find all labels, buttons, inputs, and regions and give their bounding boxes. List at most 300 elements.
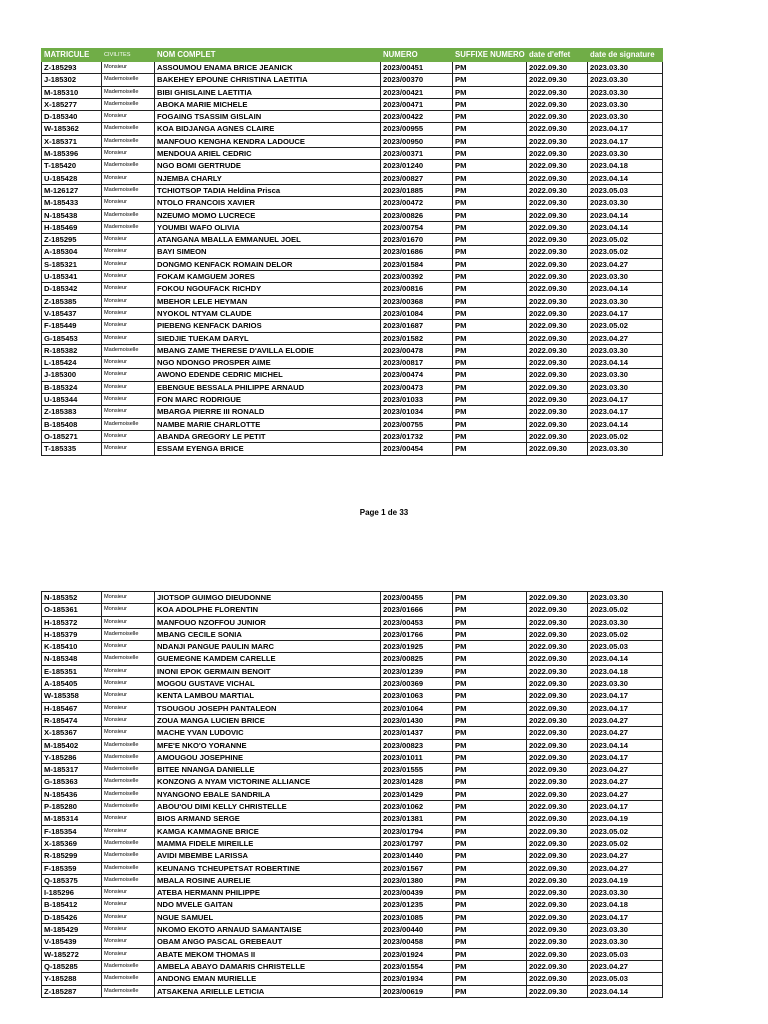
cell-suffixe: PM [453, 776, 527, 788]
cell-matricule: M-185317 [42, 764, 102, 776]
cell-date-effet: 2022.09.30 [527, 406, 588, 418]
cell-civilite: Monsieur [102, 616, 155, 628]
cell-suffixe: PM [453, 714, 527, 726]
cell-suffixe: PM [453, 209, 527, 221]
cell-nom-complet: ATSAKENA ARIELLE LETICIA [155, 985, 381, 997]
cell-matricule: D-185340 [42, 111, 102, 123]
cell-matricule: R-185382 [42, 344, 102, 356]
cell-suffixe: PM [453, 924, 527, 936]
cell-nom-complet: MBANG ZAME THERESE D'AVILLA ELODIE [155, 344, 381, 356]
cell-suffixe: PM [453, 369, 527, 381]
cell-matricule: L-185424 [42, 357, 102, 369]
cell-matricule: W-185272 [42, 948, 102, 960]
cell-date-signature: 2023.03.30 [588, 936, 663, 948]
cell-date-signature: 2023.04.27 [588, 727, 663, 739]
cell-date-effet: 2022.09.30 [527, 850, 588, 862]
cell-date-signature: 2023.04.14 [588, 985, 663, 997]
cell-numero: 2023/01428 [381, 776, 453, 788]
cell-date-signature: 2023.05.03 [588, 973, 663, 985]
cell-civilite: Monsieur [102, 727, 155, 739]
cell-suffixe: PM [453, 307, 527, 319]
cell-nom-complet: NYOKOL NTYAM CLAUDE [155, 307, 381, 319]
cell-numero: 2023/00826 [381, 209, 453, 221]
cell-matricule: Z-185295 [42, 234, 102, 246]
cell-suffixe: PM [453, 123, 527, 135]
cell-date-signature: 2023.03.30 [588, 197, 663, 209]
table-row [42, 443, 663, 455]
cell-date-signature: 2023.04.17 [588, 702, 663, 714]
cell-date-effet: 2022.09.30 [527, 184, 588, 196]
cell-date-signature: 2023.03.30 [588, 616, 663, 628]
cell-nom-complet: NGO NDONGO PROSPER AIME [155, 357, 381, 369]
cell-matricule: M-185396 [42, 148, 102, 160]
cell-date-effet: 2022.09.30 [527, 98, 588, 110]
cell-date-signature: 2023.03.30 [588, 344, 663, 356]
cell-nom-complet: ATANGANA MBALLA EMMANUEL JOEL [155, 234, 381, 246]
cell-date-effet: 2022.09.30 [527, 332, 588, 344]
cell-matricule: D-185342 [42, 283, 102, 295]
cell-matricule: Q-185375 [42, 874, 102, 886]
cell-nom-complet: OBAM ANGO PASCAL GREBEAUT [155, 936, 381, 948]
cell-numero: 2023/00368 [381, 295, 453, 307]
table-row [42, 751, 663, 763]
cell-date-effet: 2022.09.30 [527, 874, 588, 886]
cell-date-effet: 2022.09.30 [527, 985, 588, 997]
cell-numero: 2023/00825 [381, 653, 453, 665]
cell-numero: 2023/01670 [381, 234, 453, 246]
cell-nom-complet: NTOLO FRANCOIS XAVIER [155, 197, 381, 209]
cell-civilite: Mademoiselle [102, 160, 155, 172]
cell-suffixe: PM [453, 641, 527, 653]
cell-numero: 2023/01062 [381, 801, 453, 813]
cell-suffixe: PM [453, 825, 527, 837]
cell-date-signature: 2023.04.18 [588, 665, 663, 677]
cell-numero: 2023/00440 [381, 924, 453, 936]
cell-date-signature: 2023.04.19 [588, 813, 663, 825]
cell-numero: 2023/00455 [381, 592, 453, 604]
cell-date-signature: 2023.04.14 [588, 172, 663, 184]
cell-nom-complet: MACHE YVAN LUDOVIC [155, 727, 381, 739]
table-row [42, 702, 663, 714]
cell-suffixe: PM [453, 616, 527, 628]
table-row [42, 788, 663, 800]
cell-numero: 2023/01239 [381, 665, 453, 677]
cell-nom-complet: ATEBA HERMANN PHILIPPE [155, 887, 381, 899]
table-row [42, 764, 663, 776]
cell-date-effet: 2022.09.30 [527, 123, 588, 135]
cell-civilite: Monsieur [102, 258, 155, 270]
cell-date-effet: 2022.09.30 [527, 936, 588, 948]
table-row [42, 197, 663, 209]
cell-civilite: Monsieur [102, 357, 155, 369]
cell-date-effet: 2022.09.30 [527, 394, 588, 406]
cell-nom-complet: NYANGONO EBALE SANDRILA [155, 788, 381, 800]
cell-numero: 2023/01797 [381, 837, 453, 849]
cell-suffixe: PM [453, 184, 527, 196]
table-row [42, 307, 663, 319]
table-row [42, 123, 663, 135]
cell-numero: 2023/00827 [381, 172, 453, 184]
cell-date-signature: 2023.04.19 [588, 874, 663, 886]
cell-date-effet: 2022.09.30 [527, 690, 588, 702]
cell-civilite: Monsieur [102, 714, 155, 726]
cell-suffixe: PM [453, 973, 527, 985]
table-row [42, 641, 663, 653]
cell-date-effet: 2022.09.30 [527, 678, 588, 690]
cell-matricule: X-185367 [42, 727, 102, 739]
cell-matricule: V-185439 [42, 936, 102, 948]
cell-nom-complet: MENDOUA ARIEL CEDRIC [155, 148, 381, 160]
cell-civilite: Monsieur [102, 592, 155, 604]
table-row [42, 678, 663, 690]
cell-civilite: Mademoiselle [102, 837, 155, 849]
cell-matricule: J-185300 [42, 369, 102, 381]
cell-numero: 2023/00955 [381, 123, 453, 135]
cell-civilite: Monsieur [102, 283, 155, 295]
table-row [42, 430, 663, 442]
cell-suffixe: PM [453, 628, 527, 640]
header-nom-complet: NOM COMPLET [155, 49, 381, 62]
cell-matricule: R-185299 [42, 850, 102, 862]
cell-civilite: Mademoiselle [102, 874, 155, 886]
cell-suffixe: PM [453, 727, 527, 739]
cell-civilite: Monsieur [102, 430, 155, 442]
cell-date-signature: 2023.05.02 [588, 837, 663, 849]
cell-numero: 2023/00454 [381, 443, 453, 455]
header-civilites: CIVILITES [102, 49, 155, 62]
cell-nom-complet: KENTA LAMBOU MARTIAL [155, 690, 381, 702]
cell-numero: 2023/00458 [381, 936, 453, 948]
cell-matricule: H-185467 [42, 702, 102, 714]
cell-civilite: Mademoiselle [102, 221, 155, 233]
cell-civilite: Monsieur [102, 443, 155, 455]
cell-nom-complet: MBARGA PIERRE III RONALD [155, 406, 381, 418]
cell-matricule: X-185277 [42, 98, 102, 110]
cell-matricule: Y-185288 [42, 973, 102, 985]
cell-suffixe: PM [453, 874, 527, 886]
cell-numero: 2023/01034 [381, 406, 453, 418]
table-row [42, 628, 663, 640]
cell-date-signature: 2023.04.27 [588, 764, 663, 776]
cell-numero: 2023/00371 [381, 148, 453, 160]
cell-matricule: V-185437 [42, 307, 102, 319]
cell-date-effet: 2022.09.30 [527, 616, 588, 628]
cell-suffixe: PM [453, 430, 527, 442]
cell-nom-complet: MBALA ROSINE AURELIE [155, 874, 381, 886]
cell-date-effet: 2022.09.30 [527, 801, 588, 813]
cell-date-signature: 2023.03.30 [588, 678, 663, 690]
cell-matricule: F-185354 [42, 825, 102, 837]
cell-date-signature: 2023.04.18 [588, 160, 663, 172]
cell-date-signature: 2023.04.14 [588, 221, 663, 233]
cell-civilite: Monsieur [102, 111, 155, 123]
cell-date-signature: 2023.04.14 [588, 283, 663, 295]
table-row [42, 690, 663, 702]
cell-suffixe: PM [453, 357, 527, 369]
cell-suffixe: PM [453, 702, 527, 714]
cell-date-signature: 2023.04.27 [588, 332, 663, 344]
cell-civilite: Monsieur [102, 381, 155, 393]
cell-numero: 2023/01687 [381, 320, 453, 332]
cell-date-signature: 2023.05.02 [588, 628, 663, 640]
cell-suffixe: PM [453, 911, 527, 923]
cell-nom-complet: KOA ADOLPHE FLORENTIN [155, 604, 381, 616]
table-row [42, 111, 663, 123]
table-body-page-1 [42, 62, 663, 456]
cell-civilite: Monsieur [102, 246, 155, 258]
cell-civilite: Monsieur [102, 825, 155, 837]
table-row [42, 874, 663, 886]
cell-civilite: Monsieur [102, 369, 155, 381]
cell-suffixe: PM [453, 418, 527, 430]
cell-nom-complet: KEUNANG TCHEUPETSAT ROBERTINE [155, 862, 381, 874]
cell-date-effet: 2022.09.30 [527, 221, 588, 233]
cell-civilite: Monsieur [102, 948, 155, 960]
cell-matricule: O-185271 [42, 430, 102, 442]
cell-date-effet: 2022.09.30 [527, 837, 588, 849]
cell-numero: 2023/01235 [381, 899, 453, 911]
cell-civilite: Monsieur [102, 307, 155, 319]
cell-numero: 2023/00478 [381, 344, 453, 356]
cell-date-effet: 2022.09.30 [527, 86, 588, 98]
cell-matricule: S-185321 [42, 258, 102, 270]
table-row [42, 653, 663, 665]
cell-date-signature: 2023.03.30 [588, 924, 663, 936]
cell-matricule: W-185358 [42, 690, 102, 702]
cell-nom-complet: ABATE MEKOM THOMAS II [155, 948, 381, 960]
table-row [42, 148, 663, 160]
cell-date-effet: 2022.09.30 [527, 369, 588, 381]
cell-numero: 2023/01924 [381, 948, 453, 960]
cell-nom-complet: FOKOU NGOUFACK RICHDY [155, 283, 381, 295]
cell-date-effet: 2022.09.30 [527, 960, 588, 972]
cell-numero: 2023/00474 [381, 369, 453, 381]
cell-suffixe: PM [453, 258, 527, 270]
cell-date-signature: 2023.05.02 [588, 320, 663, 332]
cell-date-effet: 2022.09.30 [527, 148, 588, 160]
cell-matricule: F-185449 [42, 320, 102, 332]
cell-date-signature: 2023.04.17 [588, 135, 663, 147]
cell-matricule: H-185372 [42, 616, 102, 628]
table-row [42, 369, 663, 381]
cell-civilite: Mademoiselle [102, 184, 155, 196]
cell-date-effet: 2022.09.30 [527, 764, 588, 776]
cell-numero: 2023/00392 [381, 271, 453, 283]
cell-matricule: N-185438 [42, 209, 102, 221]
cell-civilite: Mademoiselle [102, 862, 155, 874]
cell-numero: 2023/01440 [381, 850, 453, 862]
cell-numero: 2023/01794 [381, 825, 453, 837]
cell-numero: 2023/00421 [381, 86, 453, 98]
cell-nom-complet: KOA BIDJANGA AGNES CLAIRE [155, 123, 381, 135]
cell-nom-complet: AVIDI MBEMBE LARISSA [155, 850, 381, 862]
cell-suffixe: PM [453, 295, 527, 307]
table-row [42, 418, 663, 430]
cell-nom-complet: NDO MVELE GAITAN [155, 899, 381, 911]
cell-date-signature: 2023.04.17 [588, 690, 663, 702]
cell-civilite: Monsieur [102, 62, 155, 74]
cell-suffixe: PM [453, 665, 527, 677]
cell-date-signature: 2023.03.30 [588, 443, 663, 455]
cell-matricule: H-185469 [42, 221, 102, 233]
table-row [42, 184, 663, 196]
cell-date-effet: 2022.09.30 [527, 111, 588, 123]
cell-date-effet: 2022.09.30 [527, 887, 588, 899]
cell-suffixe: PM [453, 960, 527, 972]
cell-nom-complet: BITEE NNANGA DANIELLE [155, 764, 381, 776]
cell-date-effet: 2022.09.30 [527, 592, 588, 604]
cell-nom-complet: INONI EPOK GERMAIN BENOIT [155, 665, 381, 677]
header-suffixe: SUFFIXE NUMERO [453, 49, 527, 62]
cell-numero: 2023/00823 [381, 739, 453, 751]
cell-date-signature: 2023.04.14 [588, 357, 663, 369]
cell-numero: 2023/01437 [381, 727, 453, 739]
cell-suffixe: PM [453, 678, 527, 690]
cell-numero: 2023/00817 [381, 357, 453, 369]
cell-civilite: Monsieur [102, 234, 155, 246]
cell-date-signature: 2023.03.30 [588, 74, 663, 86]
cell-matricule: N-185352 [42, 592, 102, 604]
cell-matricule: X-185369 [42, 837, 102, 849]
cell-date-signature: 2023.05.03 [588, 948, 663, 960]
cell-date-signature: 2023.04.14 [588, 739, 663, 751]
cell-date-signature: 2023.05.02 [588, 825, 663, 837]
cell-matricule: N-185436 [42, 788, 102, 800]
table-row [42, 813, 663, 825]
cell-numero: 2023/00472 [381, 197, 453, 209]
cell-matricule: Z-185287 [42, 985, 102, 997]
cell-date-signature: 2023.04.17 [588, 307, 663, 319]
cell-suffixe: PM [453, 837, 527, 849]
cell-nom-complet: NZEUMO MOMO LUCRECE [155, 209, 381, 221]
cell-nom-complet: NAMBE MARIE CHARLOTTE [155, 418, 381, 430]
cell-suffixe: PM [453, 160, 527, 172]
table-row [42, 776, 663, 788]
cell-matricule: R-185474 [42, 714, 102, 726]
cell-suffixe: PM [453, 86, 527, 98]
table-row [42, 592, 663, 604]
cell-civilite: Monsieur [102, 899, 155, 911]
cell-matricule: M-126127 [42, 184, 102, 196]
cell-civilite: Monsieur [102, 332, 155, 344]
cell-date-signature: 2023.04.18 [588, 899, 663, 911]
cell-date-effet: 2022.09.30 [527, 776, 588, 788]
table-row [42, 825, 663, 837]
cell-date-effet: 2022.09.30 [527, 899, 588, 911]
cell-matricule: G-185363 [42, 776, 102, 788]
cell-date-effet: 2022.09.30 [527, 271, 588, 283]
cell-matricule: K-185410 [42, 641, 102, 653]
cell-suffixe: PM [453, 394, 527, 406]
table-row [42, 295, 663, 307]
cell-date-effet: 2022.09.30 [527, 948, 588, 960]
cell-date-signature: 2023.03.30 [588, 295, 663, 307]
cell-date-signature: 2023.04.14 [588, 418, 663, 430]
table-row [42, 837, 663, 849]
cell-nom-complet: GUEMEGNE KAMDEM CARELLE [155, 653, 381, 665]
table-row [42, 862, 663, 874]
cell-civilite: Mademoiselle [102, 344, 155, 356]
table-row [42, 948, 663, 960]
cell-numero: 2023/01666 [381, 604, 453, 616]
cell-civilite: Monsieur [102, 295, 155, 307]
cell-civilite: Monsieur [102, 604, 155, 616]
cell-matricule: M-185314 [42, 813, 102, 825]
cell-date-signature: 2023.04.27 [588, 788, 663, 800]
cell-date-effet: 2022.09.30 [527, 813, 588, 825]
cell-civilite: Mademoiselle [102, 209, 155, 221]
cell-suffixe: PM [453, 320, 527, 332]
cell-date-effet: 2022.09.30 [527, 418, 588, 430]
cell-numero: 2023/00816 [381, 283, 453, 295]
cell-suffixe: PM [453, 862, 527, 874]
table-row [42, 271, 663, 283]
cell-nom-complet: KAMGA KAMMAGNE BRICE [155, 825, 381, 837]
cell-matricule: P-185280 [42, 801, 102, 813]
cell-suffixe: PM [453, 172, 527, 184]
table-row [42, 246, 663, 258]
cell-numero: 2023/00370 [381, 74, 453, 86]
cell-suffixe: PM [453, 850, 527, 862]
cell-numero: 2023/01934 [381, 973, 453, 985]
cell-date-effet: 2022.09.30 [527, 727, 588, 739]
cell-numero: 2023/01555 [381, 764, 453, 776]
table-row [42, 727, 663, 739]
cell-numero: 2023/00439 [381, 887, 453, 899]
cell-nom-complet: FOKAM KAMGUEM JORES [155, 271, 381, 283]
cell-suffixe: PM [453, 592, 527, 604]
cell-nom-complet: MFE'E NKO'O YORANNE [155, 739, 381, 751]
cell-nom-complet: MBANG CECILE SONIA [155, 628, 381, 640]
cell-nom-complet: MANFOUO KENGHA KENDRA LADOUCE [155, 135, 381, 147]
cell-suffixe: PM [453, 690, 527, 702]
cell-nom-complet: DONGMO KENFACK ROMAIN DELOR [155, 258, 381, 270]
cell-date-effet: 2022.09.30 [527, 344, 588, 356]
cell-civilite: Monsieur [102, 320, 155, 332]
table-row [42, 960, 663, 972]
cell-suffixe: PM [453, 381, 527, 393]
cell-suffixe: PM [453, 344, 527, 356]
cell-nom-complet: TSOUGOU JOSEPH PANTALEON [155, 702, 381, 714]
cell-numero: 2023/00451 [381, 62, 453, 74]
cell-date-effet: 2022.09.30 [527, 604, 588, 616]
cell-date-effet: 2022.09.30 [527, 381, 588, 393]
cell-nom-complet: ABANDA GREGORY LE PETIT [155, 430, 381, 442]
cell-date-signature: 2023.04.27 [588, 714, 663, 726]
cell-date-signature: 2023.03.30 [588, 62, 663, 74]
cell-nom-complet: NDANJI PANGUE PAULIN MARC [155, 641, 381, 653]
cell-suffixe: PM [453, 221, 527, 233]
table-row [42, 604, 663, 616]
cell-nom-complet: PIEBENG KENFACK DARIOS [155, 320, 381, 332]
cell-suffixe: PM [453, 813, 527, 825]
cell-suffixe: PM [453, 801, 527, 813]
header-row [42, 49, 663, 62]
cell-nom-complet: AMOUGOU JOSEPHINE [155, 751, 381, 763]
table-row [42, 332, 663, 344]
cell-civilite: Mademoiselle [102, 985, 155, 997]
cell-suffixe: PM [453, 246, 527, 258]
cell-civilite: Mademoiselle [102, 764, 155, 776]
table-row [42, 221, 663, 233]
cell-numero: 2023/01380 [381, 874, 453, 886]
cell-numero: 2023/01064 [381, 702, 453, 714]
cell-date-signature: 2023.04.17 [588, 751, 663, 763]
table-row [42, 616, 663, 628]
cell-date-signature: 2023.03.30 [588, 381, 663, 393]
table-row [42, 62, 663, 74]
table-row [42, 258, 663, 270]
